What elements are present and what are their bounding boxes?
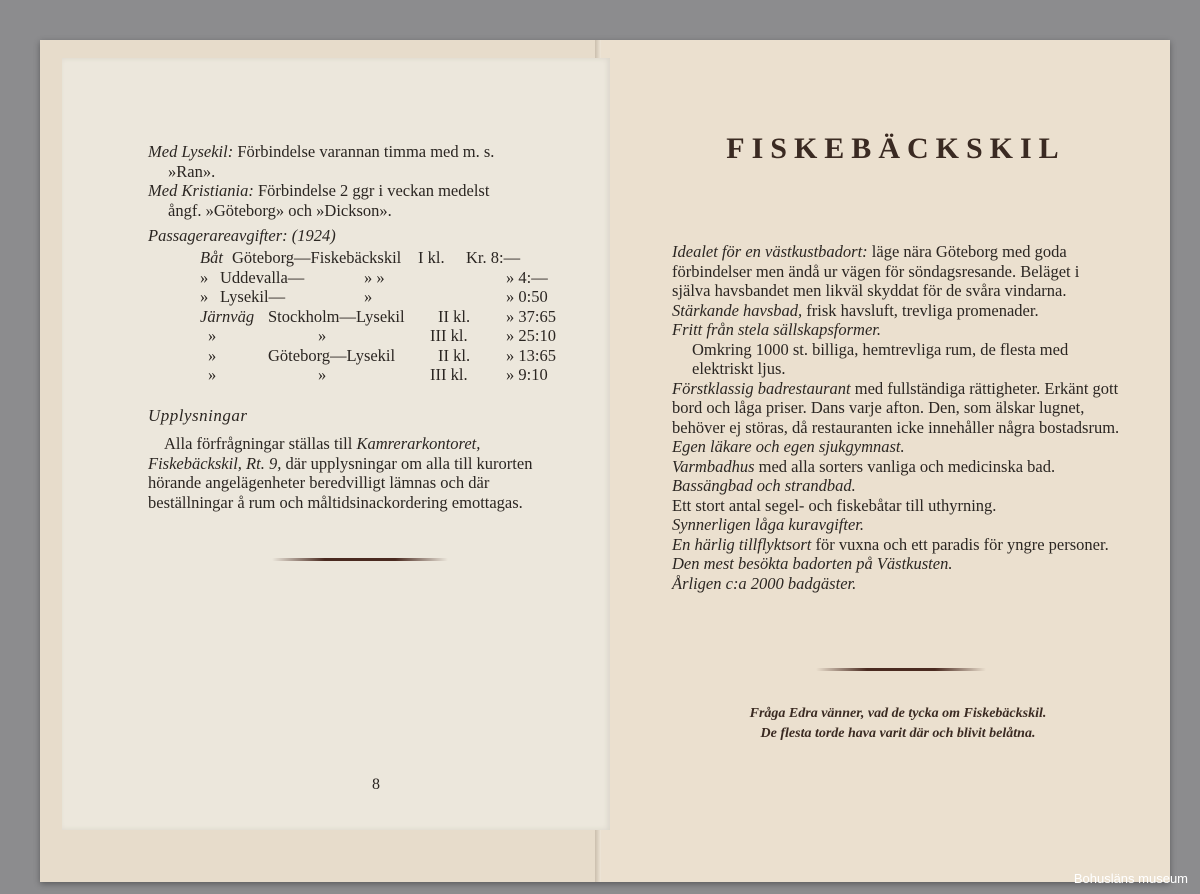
list-item: Fritt från stela sällskapsformer. <box>672 320 882 339</box>
feature-list <box>672 242 1120 593</box>
fares-table <box>148 248 578 385</box>
page-title: FISKEBÄCKSKIL <box>726 132 1066 165</box>
list-item: Idealet för en västkustbadort: läge nära Göteborg med goda förbindelser men ändå ur vägen för söndagsresande. Beläget i själva havsbandet men likväl skyddat för de svåra vindarna. <box>672 242 1080 300</box>
connection-lysekil: Med Lysekil: Förbindelse varannan timma med m. s. <box>148 142 495 161</box>
page-number: 8 <box>372 776 380 793</box>
connection-kristiania: Med Kristiania: Förbindelse 2 ggr i veckan medelst <box>148 181 490 200</box>
table-row: » » III kl. » 9:10 <box>208 365 548 384</box>
list-item: Omkring 1000 st. billiga, hemtrevliga rum, de flesta med elektriskt ljus. <box>692 339 1069 378</box>
table-row: » Lysekil— » » 0:50 <box>200 287 548 306</box>
list-item: Synnerligen låga kuravgifter. <box>672 515 865 534</box>
info-paragraph: Alla förfrågningar ställas till Kamrerarkontoret, Fiskebäckskil, Rt. 9, där upplysningar om alla till kurorten hörande angelägenheter beredvilligt lämnas och där beställningar å rum och måltidsinackordering emottagas. <box>148 434 533 512</box>
list-item: Årligen c:a 2000 badgäster. <box>672 573 857 593</box>
table-row: » Göteborg—Lysekil II kl. » 13:65 <box>208 345 556 365</box>
table-row: Båt Göteborg—Fiskebäckskil I kl. Kr. 8:— <box>200 248 521 267</box>
list-item: Stärkande havsbad, frisk havsluft, trevliga promenader. <box>672 300 1039 320</box>
divider-rule <box>816 668 986 671</box>
info-heading: Upplysningar <box>148 406 248 425</box>
museum-watermark: Bohusläns museum <box>1073 871 1188 886</box>
list-item: Egen läkare och egen sjukgymnast. <box>672 437 905 456</box>
closing-note: Fråga Edra vänner, vad de tycka om Fiskebäckskil. De flesta torde hava varit där och blivit belåtna. <box>749 706 1047 741</box>
list-item: Den mest besökta badorten på Västkusten. <box>672 554 953 573</box>
list-item: Bassängbad och strandbad. <box>672 476 856 495</box>
right-page <box>598 40 1170 882</box>
list-item: Förstklassig badrestaurant med fullständiga rättigheter. Erkänt gott bord och låga priser. Dans varje afton. Den, som älskar lugnet, behöver ej störas, då restauranten icke innehåller några bostadsrum. <box>672 378 1120 437</box>
list-item: En härlig tillflyktsort för vuxna och ett paradis för yngre personer. <box>672 534 1109 554</box>
connections: Med Lysekil: Förbindelse varannan timma med m. s. »Ran». Med Kristiania: Förbindelse 2 ggr i veckan medelst ångf. »Göteborg» och »Dickson». <box>148 142 568 220</box>
list-item: Varmbadhus med alla sorters vanliga och medicinska bad. <box>672 456 1056 476</box>
booklet <box>40 40 1170 882</box>
left-page <box>62 58 610 830</box>
table-row: Järnväg Stockholm—Lysekil II kl. » 37:65 <box>200 306 556 326</box>
table-row: » Uddevalla— » » » 4:— <box>200 267 548 287</box>
divider-rule <box>272 558 448 561</box>
fares-title: Passagerareavgifter: (1924) <box>148 226 336 245</box>
list-item: Ett stort antal segel- och fiskebåtar till uthyrning. <box>672 495 997 515</box>
table-row: » » III kl. » 25:10 <box>208 326 556 345</box>
